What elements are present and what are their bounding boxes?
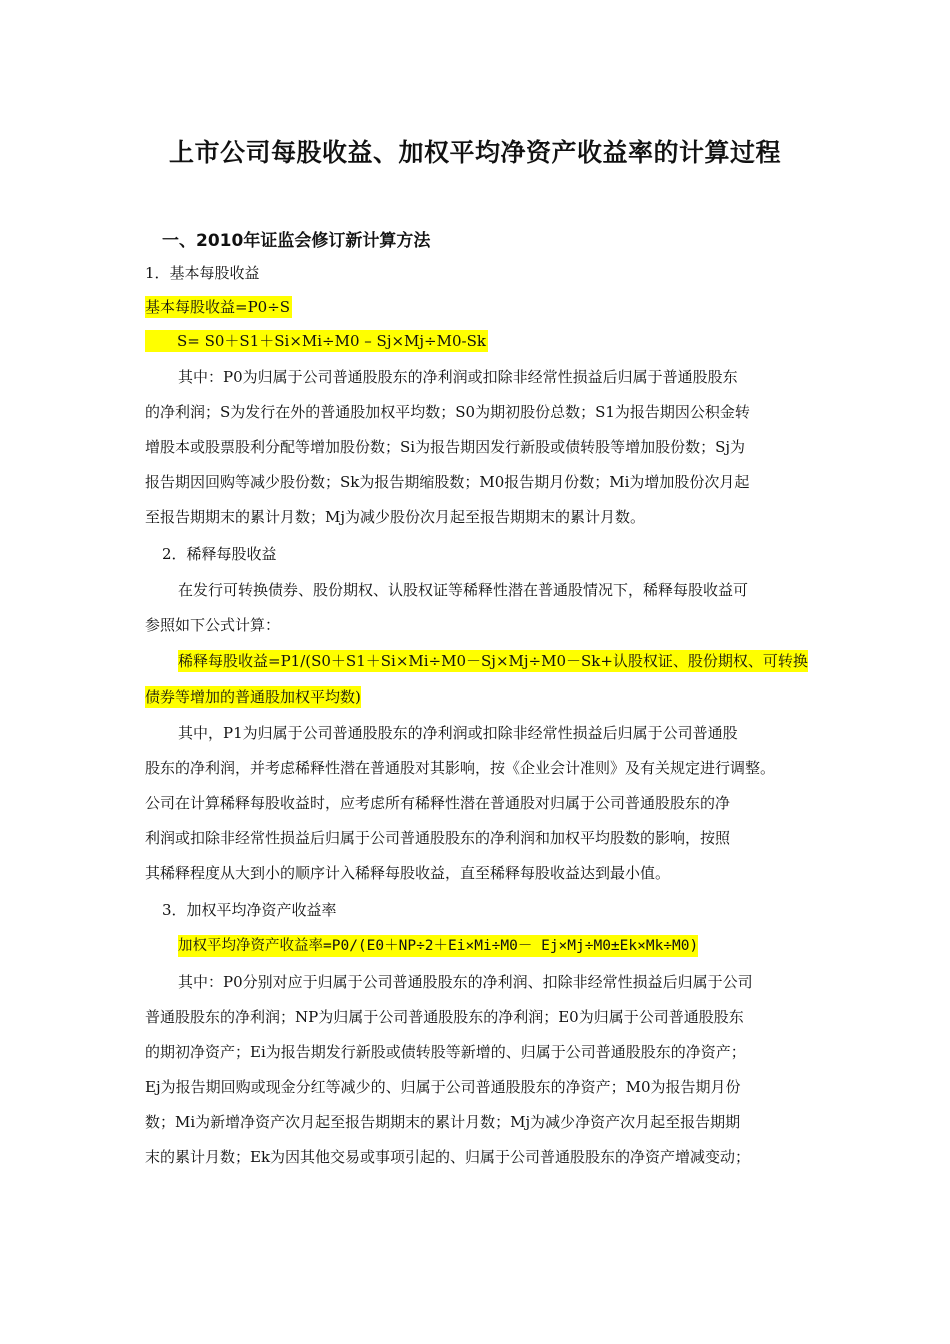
roe-desc-line: 其中：P0分别对应于归属于公司普通股股东的净利润、扣除非经常性损益后归属于公司 <box>178 973 753 991</box>
diluted-eps-intro-line: 参照如下公式计算： <box>145 616 281 634</box>
roe-desc-line: 普通股股东的净利润；NP为归属于公司普通股股东的净利润；E0为归属于公司普通股股东 <box>145 1008 744 1026</box>
page-title: 上市公司每股收益、加权平均净资产收益率的计算过程 <box>168 138 781 167</box>
basic-eps-desc-line: 其中：P0为归属于公司普通股股东的净利润或扣除非经常性损益后归属于普通股股东 <box>178 368 738 386</box>
diluted-eps-desc-line: 其中，P1为归属于公司普通股股东的净利润或扣除非经常性损益后归属于公司普通股 <box>178 724 738 742</box>
roe-desc-line: Ej为报告期回购或现金分红等减少的、归属于公司普通股股东的净资产；M0为报告期月份 <box>145 1078 741 1096</box>
basic-eps-s-formula: S= S0＋S1＋Si×Mi÷M0 – Sj×Mj÷M0-Sk <box>145 330 488 352</box>
diluted-eps-heading: 2．稀释每股收益 <box>162 545 277 563</box>
roe-heading: 3．加权平均净资产收益率 <box>162 901 337 919</box>
roe-desc-line: 数；Mi为新增净资产次月起至报告期期末的累计月数；Mj为减少净资产次月起至报告期期 <box>145 1113 741 1131</box>
basic-eps-heading: 1．基本每股收益 <box>145 264 260 282</box>
diluted-eps-desc-line: 其稀释程度从大到小的顺序计入稀释每股收益，直至稀释每股收益达到最小值。 <box>145 864 671 882</box>
roe-formula: 加权平均净资产收益率=P0/(E0＋NP÷2＋Ei×Mi÷M0－ Ej×Mj÷M0±Ek×Mk÷M0) <box>178 935 698 957</box>
basic-eps-desc-line: 的净利润；S为发行在外的普通股加权平均数；S0为期初股份总数；S1为报告期因公积金转 <box>145 403 750 421</box>
basic-eps-desc-line: 至报告期期末的累计月数；Mj为减少股份次月起至报告期期末的累计月数。 <box>145 508 646 526</box>
section-heading: 一、2010年证监会修订新计算方法 <box>162 231 431 251</box>
diluted-eps-intro-line: 在发行可转换债券、股份期权、认股权证等稀释性潜在普通股情况下，稀释每股收益可 <box>178 581 749 599</box>
roe-desc-line: 的期初净资产；Ei为报告期发行新股或债转股等新增的、归属于公司普通股股东的净资产； <box>145 1043 746 1061</box>
basic-eps-desc-line: 增股本或股票股利分配等增加股份数；Si为报告期因发行新股或债转股等增加股份数；Sj为 <box>145 438 746 456</box>
basic-eps-desc-line: 报告期因回购等减少股份数；Sk为报告期缩股数；M0报告期月份数；Mi为增加股份次月起 <box>145 473 750 491</box>
diluted-eps-formula-line: 稀释每股收益=P1/(S0＋S1＋Si×Mi÷M0－Sj×Mj÷M0－Sk+认股权证、股份期权、可转换 <box>178 652 808 670</box>
diluted-eps-desc-line: 股东的净利润，并考虑稀释性潜在普通股对其影响，按《企业会计准则》及有关规定进行调整。 <box>145 759 776 777</box>
diluted-eps-formula-line: 债券等增加的普通股加权平均数) <box>145 688 361 706</box>
basic-eps-formula: 基本每股收益=P0÷S <box>145 298 291 316</box>
roe-desc-line: 末的累计月数；Ek为因其他交易或事项引起的、归属于公司普通股股东的净资产增减变动； <box>145 1148 751 1166</box>
diluted-eps-desc-line: 公司在计算稀释每股收益时，应考虑所有稀释性潜在普通股对归属于公司普通股股东的净 <box>145 794 731 812</box>
diluted-eps-desc-line: 利润或扣除非经常性损益后归属于公司普通股股东的净利润和加权平均股数的影响，按照 <box>145 829 731 847</box>
